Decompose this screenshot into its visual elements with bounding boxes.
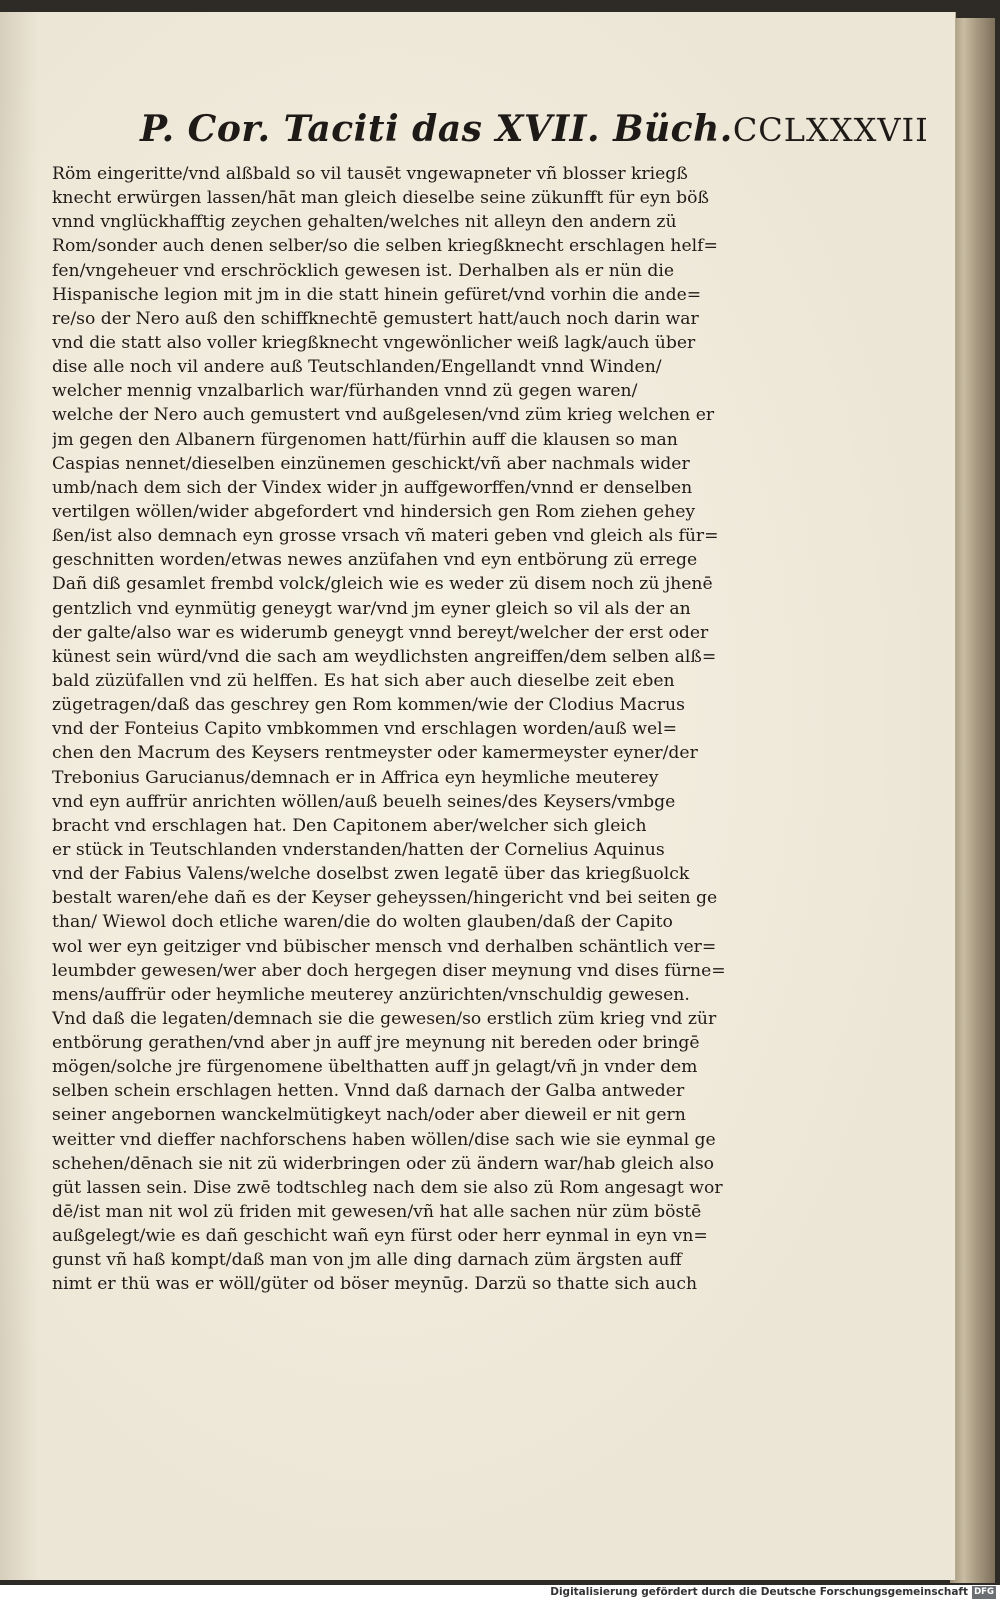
text-line: leumbder gewesen/wer aber doch hergegen diser meynung vnd dises fürne= [52, 960, 726, 981]
text-line: wol wer eyn geitziger vnd bübischer mensch vnd derhalben schäntlich ver= [52, 936, 717, 957]
text-line: zügetragen/daß das geschrey gen Rom kommen/wie der Clodius Macrus [52, 695, 685, 716]
text-line: umb/nach dem sich der Vindex wider jn auffgeworffen/vnnd er denselben [52, 477, 693, 498]
text-line: dē/ist man nit wol zü friden mit gewesen/vñ hat alle sachen nür züm böstē [52, 1202, 702, 1223]
text-line: Vnd daß die legaten/demnach sie die gewesen/so erstlich züm krieg vnd zür [52, 1008, 717, 1029]
text-line: Dañ diß gesamlet frembd volck/gleich wie es weder zü disem noch zü jhenē [52, 574, 713, 595]
text-line: mens/auffrür oder heymliche meuterey anzürichten/vnschuldig gewesen. [52, 984, 690, 1005]
text-line: er stück in Teutschlanden vnderstanden/hatten der Cornelius Aquinus [52, 839, 665, 860]
text-line: than/ Wiewol doch etliche waren/die do wolten glauben/daß der Capito [52, 912, 673, 933]
text-line: selben schein erschlagen hetten. Vnnd daß darnach der Galba antweder [52, 1081, 685, 1102]
text-line: vnnd vnglückhafftig zeychen gehalten/welches nit alleyn den andern zü [52, 212, 677, 233]
text-line: Rom/sonder auch denen selber/so die selben kriegßknecht erschlagen helf= [52, 236, 718, 257]
text-line: nimt er thü was er wöll/güter od böser meynūg. Darzü so thatte sich auch [52, 1274, 698, 1295]
text-line: außgelegt/wie es dañ geschicht wañ eyn fürst oder herr eynmal in eyn vn= [52, 1226, 708, 1247]
footer-bar [0, 1585, 1000, 1601]
text-line: welche der Nero auch gemustert vnd außgelesen/vnd züm krieg welchen er [52, 405, 715, 426]
text-line: Caspias nennet/dieselben einzünemen geschickt/vñ aber nachmals wider [52, 453, 690, 474]
footer-credit: Digitalisierung gefördert durch die Deutsche Forschungsgemeinschaft [550, 1586, 968, 1598]
text-line: vnd die statt also voller kriegßknecht vngewönlicher weiß lagk/auch über [52, 332, 696, 353]
text-line: bald züzüfallen vnd zü helffen. Es hat sich aber auch dieselbe zeit eben [52, 670, 675, 691]
text-line: gunst vñ haß kompt/daß man von jm alle ding darnach züm ärgsten auff [52, 1250, 682, 1271]
text-line: vertilgen wöllen/wider abgefordert vnd hindersich gen Rom ziehen gehey [52, 501, 696, 522]
text-line: Röm eingeritte/vnd alßbald so vil tausēt vngewapneter vñ blosser kriegß [52, 164, 688, 184]
header-title: P. Cor. Taciti das XVII. Büch. [140, 108, 733, 150]
text-line: vnd eyn auffrür anrichten wöllen/auß beuelh seines/des Keysers/vmbge [52, 791, 676, 812]
text-line: Hispanische legion mit jm in die statt hinein gefüret/vnd vorhin die ande= [52, 284, 702, 305]
body-text [52, 162, 772, 1297]
text-line: künest sein würd/vnd die sach am weydlichsten angreiffen/dem selben alß= [52, 646, 717, 667]
text-line: entbörung gerathen/vnd aber jn auff jre meynung nit bereden oder bringē [52, 1033, 700, 1054]
text-line: weitter vnd dieffer nachforschens haben wöllen/dise sach wie sie eynmal ge [52, 1129, 716, 1150]
text-line: schehen/dēnach sie nit zü widerbringen oder zü ändern war/hab gleich also [52, 1153, 715, 1174]
folio-number: CCLXXXVII [732, 111, 929, 149]
text-line: knecht erwürgen lassen/hāt man gleich dieselbe seine zükunfft für eyn böß [52, 188, 709, 209]
text-line: mögen/solche jre fürgenomene übelthatten auff jn gelagt/vñ jn vnder dem [52, 1057, 698, 1078]
text-line: chen den Macrum des Keysers rentmeyster oder kamermeyster eyner/der [52, 743, 698, 764]
text-line: dise alle noch vil andere auß Teutschlanden/Engellandt vnnd Winden/ [52, 357, 662, 378]
text-line: fen/vngeheuer vnd erschröcklich gewesen ist. Derhalben als er nün die [52, 260, 675, 281]
text-line: welcher mennig vnzalbarlich war/fürhanden vnnd zü gegen waren/ [52, 381, 638, 402]
text-line: ßen/ist also demnach eyn grosse vrsach vñ materi geben vnd gleich als für= [52, 526, 719, 547]
text-line: vnd der Fabius Valens/welche doselbst zwen legatē über das kriegßuolck [52, 864, 690, 885]
text-line: Trebonius Garucianus/demnach er in Affrica eyn heymliche meuterey [52, 767, 659, 788]
text-line: der galte/also war es widerumb geneygt vnnd bereyt/welcher der erst oder [52, 622, 709, 643]
text-line: jm gegen den Albanern fürgenomen hatt/fürhin auff die klausen so man [52, 429, 678, 450]
text-line: geschnitten worden/etwas newes anzüfahen vnd eyn entbörung zü errege [52, 550, 698, 571]
book-page-edges [950, 18, 995, 1583]
text-line: güt lassen sein. Dise zwē todtschleg nach dem sie also zü Rom angesagt wor [52, 1177, 723, 1198]
text-line: bestalt waren/ehe dañ es der Keyser geheyssen/hingericht vnd bei seiten ge [52, 888, 718, 909]
text-line: bracht vnd erschlagen hat. Den Capitonem aber/welcher sich gleich [52, 815, 647, 836]
text-line: gentzlich vnd eynmütig geneygt war/vnd jm eyner gleich so vil als der an [52, 598, 691, 619]
text-line: seiner angebornen wanckelmütigkeyt nach/oder aber dieweil er nit gern [52, 1105, 686, 1126]
text-line: re/so der Nero auß den schiffknechtē gemustert hatt/auch noch darin war [52, 308, 699, 329]
text-line: vnd der Fonteius Capito vmbkommen vnd erschlagen worden/auß wel= [52, 719, 678, 740]
running-header [140, 108, 929, 158]
dfg-logo: DFG [972, 1586, 996, 1599]
